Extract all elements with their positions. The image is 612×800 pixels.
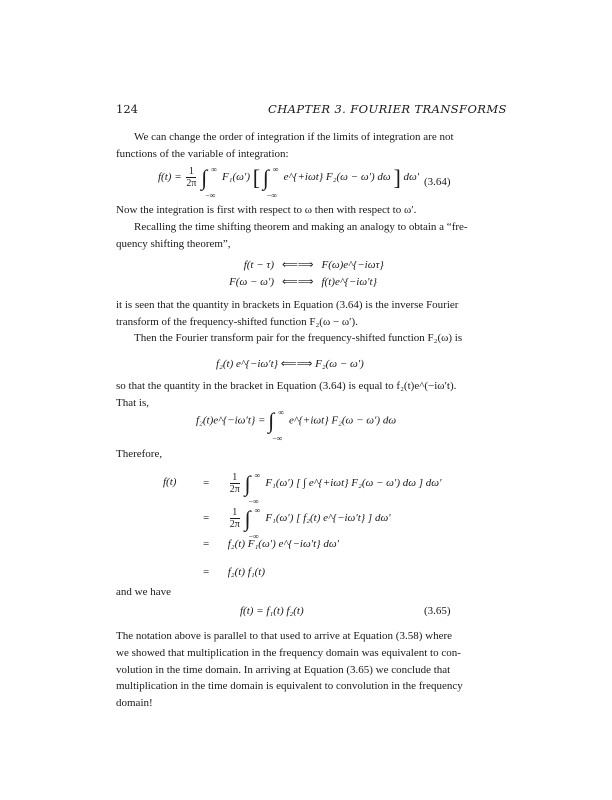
row-expression: F₁(ω′) [ ∫ e^{+iωt} F₂(ω − ω′) dω ] dω′ (265, 477, 442, 490)
relation: = (203, 538, 210, 550)
text-line: multiplication in the time domain is equivalent to convolution in the frequency (116, 680, 463, 693)
paragraph-6 (116, 378, 457, 412)
integral-sign: ∫ ∞ −∞ (263, 167, 281, 189)
page-number: 124 (116, 102, 138, 116)
paragraph-8 (116, 584, 454, 601)
fraction: $\frac{1}{2\pi}$ (229, 472, 240, 495)
derivation-row-2 (203, 505, 391, 541)
paragraph-4 (116, 297, 459, 331)
text-line: The notation above is parallel to that used to arrive at Equation (3.58) where (116, 630, 452, 642)
pair-right: F₂(ω − ω′) (315, 358, 364, 370)
row-expression: f₂(t) F₁(ω′) e^{−iω′t} dω′ (227, 538, 340, 550)
integral-sign: ∫ ∞ −∞ (268, 410, 286, 432)
text-line: volution in the time domain. In arriving at Equation (3.65) we conclude that (116, 663, 451, 676)
int-lower: −∞ (266, 190, 278, 200)
frac-num: 1 (186, 166, 196, 178)
equation-3-64 (158, 164, 420, 200)
derivation-row-1 (203, 470, 442, 506)
text-line: Then the Fourier transform pair for the frequency-shifted function F₂(ω) is (134, 332, 463, 344)
derivation-row-4 (203, 566, 265, 578)
text-line: That is, (116, 396, 149, 409)
pair-left: f₂(t) e^{−iω′t} (216, 358, 279, 370)
integral-sign: ∫ ∞ −∞ (244, 470, 261, 506)
eq-term: dω′ (403, 171, 420, 184)
shift-pair-row-2 (222, 275, 377, 288)
int-upper: ∞ (272, 164, 279, 174)
bracket-open: [ (252, 164, 261, 190)
text-line: we showed that multiplication in the frequency domain was equivalent to con- (116, 646, 461, 659)
fraction (186, 166, 196, 189)
paragraph-2 (116, 202, 454, 219)
paragraph-5 (116, 330, 463, 347)
text-line: transform of the frequency-shifted function F₂(ω − ω′). (116, 315, 358, 328)
pair-arrow: ⟸⟹ (281, 259, 314, 271)
shift-pair-row-1 (222, 258, 384, 271)
text-line: functions of the variable of integration: (116, 147, 289, 160)
eq-term: e^{+iωt} F₂(ω − ω′) dω (283, 171, 391, 184)
int-lower: −∞ (272, 434, 283, 443)
pair-left: f(t − τ) (243, 259, 274, 271)
integral-sign: ∫ ∞ −∞ (201, 167, 219, 189)
eq-lhs: f₂(t)e^{−iω′t} = (196, 414, 266, 427)
int-lower: −∞ (205, 190, 216, 200)
equation-3-65: f(t) = f₁(t) f₂(t) (240, 605, 304, 617)
row-expression: F₁(ω′) [ f₂(t) e^{−iω′t} ] dω′ (265, 512, 391, 525)
running-header: CHAPTER 3. FOURIER TRANSFORMS (268, 102, 507, 116)
frac-den: 2π (186, 178, 197, 189)
pair-right: f(t)e^{−iω′t} (321, 276, 377, 288)
fraction: $\frac{1}{2\pi}$ (229, 507, 240, 530)
int-upper: ∞ (211, 164, 217, 174)
text-line: it is seen that the quantity in brackets in Equation (3.64) is the inverse Fourier (116, 299, 459, 311)
paragraph-9 (116, 628, 463, 712)
relation: = (203, 477, 210, 490)
equation-number: (3.65) (424, 605, 451, 617)
int-upper: ∞ (278, 408, 284, 417)
text-line: We can change the order of integration if the limits of integration are not (134, 131, 454, 143)
text-line: Recalling the time shifting theorem and making an analogy to obtain a “fre- (134, 221, 468, 233)
text-line: Now the integration is first with respect to ω then with respect to ω′. (116, 204, 417, 216)
eq-lhs: f(t) = (158, 171, 182, 184)
text-line: domain! (116, 697, 153, 710)
pair-right: F(ω)e^{−iωτ} (321, 259, 384, 271)
derivation-lhs: f(t) (163, 476, 177, 488)
bracket-close: ] (393, 164, 401, 190)
relation: = (203, 566, 210, 578)
equation-number: (3.64) (424, 176, 451, 188)
pair-left: F(ω − ω′) (229, 276, 274, 288)
equation-that-is (196, 408, 397, 443)
eq-term: F₁(ω′) (221, 171, 250, 184)
integral-sign: ∫ ∞ −∞ (244, 505, 261, 541)
paragraph-3 (116, 219, 468, 253)
text-line: and we have (116, 586, 171, 598)
derivation-row-3 (203, 538, 339, 550)
paragraph-1 (116, 129, 454, 163)
pair-f2 (216, 357, 364, 370)
text-line: Therefore, (116, 448, 163, 460)
paragraph-7 (116, 446, 454, 463)
pair-arrow: ⟸⟹ (281, 276, 314, 288)
eq-term: e^{+iωt} F₂(ω − ω′) dω (288, 414, 397, 427)
text-line: quency shifting theorem”, (116, 237, 231, 250)
text-line: so that the quantity in the bracket in Equation (3.64) is equal to f₂(t)e^(−iω′t). (116, 380, 457, 392)
pair-arrow: ⟸⟹ (280, 358, 313, 370)
row-expression: f₂(t) f₁(t) (227, 566, 266, 578)
relation: = (203, 512, 210, 525)
